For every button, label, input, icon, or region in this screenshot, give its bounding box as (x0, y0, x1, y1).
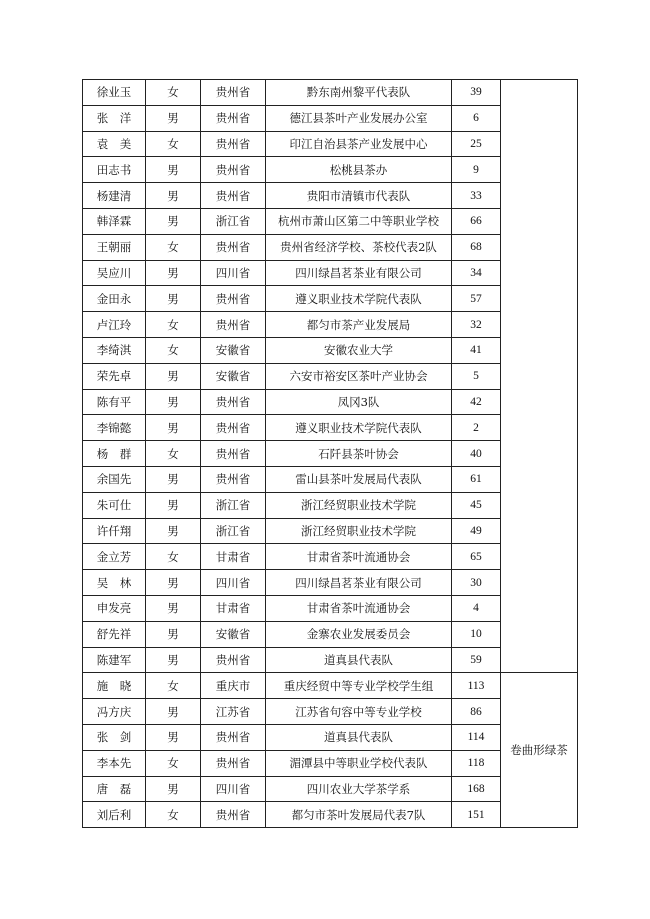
category-cell: 卷曲形绿茶 (501, 673, 578, 828)
participant-province: 浙江省 (201, 208, 266, 234)
participant-unit: 四川绿昌茗茶业有限公司 (266, 570, 452, 596)
participant-sex: 男 (146, 363, 201, 389)
participant-sex: 男 (146, 518, 201, 544)
participant-name: 卢江玲 (83, 312, 146, 338)
participant-name: 袁 美 (83, 131, 146, 157)
participant-name: 朱可仕 (83, 492, 146, 518)
participant-name: 李绮淇 (83, 337, 146, 363)
table-row (83, 673, 578, 699)
participant-number: 68 (452, 234, 501, 260)
participant-sex: 女 (146, 802, 201, 828)
participant-unit: 杭州市萧山区第二中等职业学校 (266, 208, 452, 234)
participant-unit: 甘肃省茶叶流通协会 (266, 595, 452, 621)
participant-province: 甘肃省 (201, 595, 266, 621)
participant-unit: 金寨农业发展委员会 (266, 621, 452, 647)
participant-unit: 江苏省句容中等专业学校 (266, 699, 452, 725)
participant-province: 贵州省 (201, 415, 266, 441)
participant-unit: 安徽农业大学 (266, 337, 452, 363)
participant-name: 韩泽霖 (83, 208, 146, 234)
participant-number: 33 (452, 183, 501, 209)
participant-province: 四川省 (201, 260, 266, 286)
participant-unit: 四川绿昌茗茶业有限公司 (266, 260, 452, 286)
participant-unit: 松桃县茶办 (266, 157, 452, 183)
participant-province: 贵州省 (201, 105, 266, 131)
participant-number: 10 (452, 621, 501, 647)
participant-name: 余国先 (83, 466, 146, 492)
participant-sex: 男 (146, 699, 201, 725)
participant-unit: 道真县代表队 (266, 647, 452, 673)
participant-unit: 六安市裕安区茶叶产业协会 (266, 363, 452, 389)
participant-number: 6 (452, 105, 501, 131)
participant-number: 49 (452, 518, 501, 544)
participant-sex: 男 (146, 105, 201, 131)
participant-province: 贵州省 (201, 802, 266, 828)
participant-name: 杨 群 (83, 441, 146, 467)
participant-name: 李锦懿 (83, 415, 146, 441)
roster-table (82, 79, 578, 828)
roster-body (83, 80, 578, 828)
participant-province: 贵州省 (201, 389, 266, 415)
participant-province: 浙江省 (201, 492, 266, 518)
participant-province: 安徽省 (201, 621, 266, 647)
participant-unit: 贵州省经济学校、茶校代表2队 (266, 234, 452, 260)
participant-sex: 男 (146, 647, 201, 673)
participant-name: 张 剑 (83, 724, 146, 750)
participant-number: 39 (452, 80, 501, 106)
participant-unit: 遵义职业技术学院代表队 (266, 415, 452, 441)
participant-province: 贵州省 (201, 647, 266, 673)
participant-province: 贵州省 (201, 286, 266, 312)
participant-number: 168 (452, 776, 501, 802)
participant-province: 重庆市 (201, 673, 266, 699)
participant-sex: 男 (146, 724, 201, 750)
participant-number: 2 (452, 415, 501, 441)
participant-number: 45 (452, 492, 501, 518)
participant-province: 贵州省 (201, 724, 266, 750)
participant-unit: 四川农业大学茶学系 (266, 776, 452, 802)
participant-sex: 女 (146, 312, 201, 338)
participant-name: 刘后利 (83, 802, 146, 828)
participant-name: 张 洋 (83, 105, 146, 131)
participant-sex: 男 (146, 492, 201, 518)
participant-number: 59 (452, 647, 501, 673)
participant-unit: 印江自治县茶产业发展中心 (266, 131, 452, 157)
participant-sex: 男 (146, 208, 201, 234)
participant-unit: 贵阳市清镇市代表队 (266, 183, 452, 209)
participant-province: 贵州省 (201, 234, 266, 260)
participant-number: 61 (452, 466, 501, 492)
participant-province: 四川省 (201, 570, 266, 596)
participant-sex: 男 (146, 389, 201, 415)
participant-province: 贵州省 (201, 750, 266, 776)
participant-number: 42 (452, 389, 501, 415)
participant-number: 65 (452, 544, 501, 570)
participant-name: 徐业玉 (83, 80, 146, 106)
participant-sex: 女 (146, 234, 201, 260)
participant-name: 陈建军 (83, 647, 146, 673)
participant-unit: 甘肃省茶叶流通协会 (266, 544, 452, 570)
participant-province: 安徽省 (201, 363, 266, 389)
participant-province: 安徽省 (201, 337, 266, 363)
participant-province: 江苏省 (201, 699, 266, 725)
participant-province: 浙江省 (201, 518, 266, 544)
participant-sex: 男 (146, 621, 201, 647)
participant-unit: 凤冈3队 (266, 389, 452, 415)
participant-unit: 重庆经贸中等专业学校学生组 (266, 673, 452, 699)
participant-name: 舒先祥 (83, 621, 146, 647)
participant-name: 冯方庆 (83, 699, 146, 725)
participant-unit: 雷山县茶叶发展局代表队 (266, 466, 452, 492)
participant-name: 杨建清 (83, 183, 146, 209)
participant-number: 86 (452, 699, 501, 725)
participant-number: 114 (452, 724, 501, 750)
participant-number: 57 (452, 286, 501, 312)
participant-number: 118 (452, 750, 501, 776)
participant-province: 甘肃省 (201, 544, 266, 570)
participant-province: 贵州省 (201, 131, 266, 157)
participant-sex: 男 (146, 286, 201, 312)
participant-sex: 女 (146, 80, 201, 106)
participant-unit: 浙江经贸职业技术学院 (266, 518, 452, 544)
participant-unit: 浙江经贸职业技术学院 (266, 492, 452, 518)
participant-number: 151 (452, 802, 501, 828)
participant-province: 贵州省 (201, 466, 266, 492)
participant-unit: 都匀市茶产业发展局 (266, 312, 452, 338)
participant-province: 四川省 (201, 776, 266, 802)
participant-name: 荣先卓 (83, 363, 146, 389)
participant-number: 66 (452, 208, 501, 234)
participant-number: 9 (452, 157, 501, 183)
participant-name: 吴 林 (83, 570, 146, 596)
participant-number: 5 (452, 363, 501, 389)
participant-name: 田志书 (83, 157, 146, 183)
participant-sex: 男 (146, 570, 201, 596)
participant-unit: 湄潭县中等职业学校代表队 (266, 750, 452, 776)
participant-sex: 男 (146, 183, 201, 209)
participant-number: 40 (452, 441, 501, 467)
participant-sex: 男 (146, 776, 201, 802)
participant-name: 陈有平 (83, 389, 146, 415)
participant-sex: 女 (146, 544, 201, 570)
participant-name: 王朝丽 (83, 234, 146, 260)
participant-sex: 男 (146, 157, 201, 183)
participant-unit: 德江县茶叶产业发展办公室 (266, 105, 452, 131)
participant-sex: 女 (146, 673, 201, 699)
participant-unit: 都匀市茶叶发展局代表7队 (266, 802, 452, 828)
participant-name: 许仟翔 (83, 518, 146, 544)
participant-name: 金立芳 (83, 544, 146, 570)
participant-sex: 男 (146, 260, 201, 286)
participant-name: 施 晓 (83, 673, 146, 699)
participant-province: 贵州省 (201, 441, 266, 467)
participant-name: 金田永 (83, 286, 146, 312)
participant-sex: 女 (146, 337, 201, 363)
participant-unit: 黔东南州黎平代表队 (266, 80, 452, 106)
participant-number: 32 (452, 312, 501, 338)
participant-number: 113 (452, 673, 501, 699)
participant-unit: 遵义职业技术学院代表队 (266, 286, 452, 312)
participant-name: 李本先 (83, 750, 146, 776)
participant-name: 唐 磊 (83, 776, 146, 802)
participant-sex: 男 (146, 415, 201, 441)
participant-province: 贵州省 (201, 312, 266, 338)
participant-number: 30 (452, 570, 501, 596)
participant-name: 吴应川 (83, 260, 146, 286)
participant-number: 25 (452, 131, 501, 157)
participant-name: 申发亮 (83, 595, 146, 621)
participant-number: 41 (452, 337, 501, 363)
category-cell (501, 80, 578, 673)
participant-sex: 女 (146, 441, 201, 467)
participant-province: 贵州省 (201, 183, 266, 209)
participant-number: 4 (452, 595, 501, 621)
participant-province: 贵州省 (201, 157, 266, 183)
table-row (83, 80, 578, 106)
participant-sex: 女 (146, 750, 201, 776)
participant-number: 34 (452, 260, 501, 286)
participant-unit: 道真县代表队 (266, 724, 452, 750)
participant-unit: 石阡县茶叶协会 (266, 441, 452, 467)
participant-sex: 女 (146, 131, 201, 157)
participant-province: 贵州省 (201, 80, 266, 106)
participant-sex: 男 (146, 466, 201, 492)
participant-sex: 男 (146, 595, 201, 621)
